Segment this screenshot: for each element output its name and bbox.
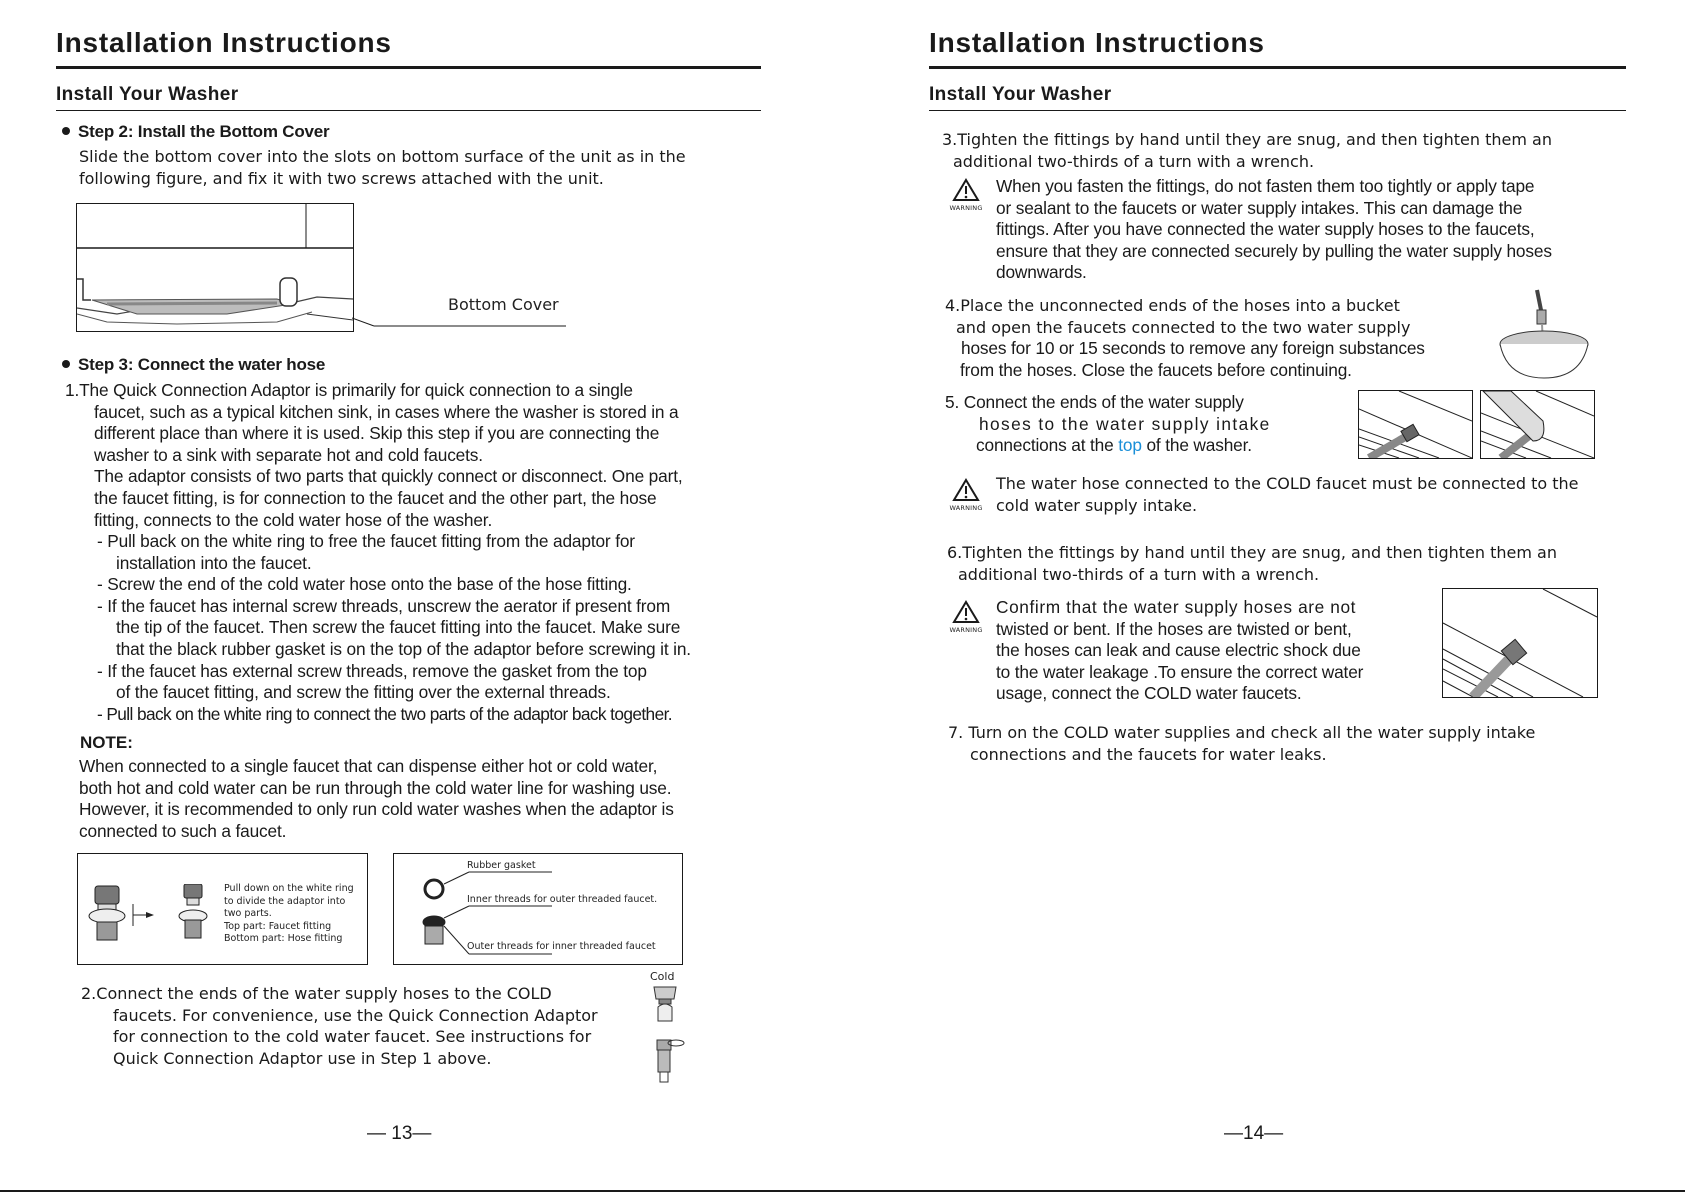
text-fragment: connections at the (976, 435, 1119, 456)
hose-illustration (1443, 589, 1597, 697)
outer-threads-label: Outer threads for inner threaded faucet (467, 941, 656, 952)
adaptor-instructions (224, 883, 354, 946)
warning3-text (996, 597, 1363, 705)
warning-icon (946, 178, 986, 212)
text-line: additional two-thirds of a turn with a wrench. (953, 151, 1315, 171)
text-line: or sealant to the faucets or water supply intakes. This can damage the (996, 197, 1523, 218)
subtitle-rule (929, 110, 1626, 111)
text-line: Top part: Faucet fitting (224, 920, 332, 932)
text-line: faucets. For convenience, use the Quick Connection Adaptor (113, 1005, 598, 1025)
text-line: to the water leakage .To ensure the correct water (996, 661, 1364, 682)
warning2-text (996, 473, 1579, 516)
page-title: Installation Instructions (929, 27, 1265, 58)
note-heading: NOTE: (80, 733, 133, 752)
step3-item2 (81, 983, 598, 1069)
step3-heading (62, 355, 325, 375)
item4 (945, 295, 1410, 338)
text-line: washer to a sink with separate hot and cold faucets. (94, 444, 483, 465)
page-14 (842, 0, 1685, 1192)
dash-item: - Pull back on the white ring to free the faucet fitting from the adaptor for (97, 531, 635, 551)
gasket-figure (393, 853, 683, 965)
text-line: 2.Connect the ends of the water supply hoses to the COLD (81, 984, 552, 1003)
hose-illustration (1359, 391, 1472, 458)
text-line: 4.Place the unconnected ends of the hoses into a bucket (945, 296, 1400, 315)
item7 (948, 722, 1535, 765)
text-line: connections and the faucets for water leaks. (970, 744, 1327, 764)
hose-connection-figure-1 (1358, 390, 1473, 459)
adaptor-parts-illustration (88, 884, 238, 948)
step2-body (79, 146, 686, 189)
text-fragment: of the washer. (1141, 435, 1252, 456)
text-line: 6.Tighten the fittings by hand until they are snug, and then tighten them an (947, 543, 1557, 562)
bucket-illustration (1497, 288, 1592, 383)
title-rule (929, 66, 1626, 69)
title-rule (56, 66, 761, 69)
step3-dash-list (97, 531, 691, 725)
text-line: 7. Turn on the COLD water supplies and check all the water supply intake (948, 723, 1536, 742)
text-line (945, 435, 1271, 457)
text-line: the faucet fitting, is for connection to the faucet and the other part, the hose (94, 487, 657, 508)
cold-label: Cold (650, 970, 675, 983)
text-line: The adaptor consists of two parts that quickly connect or disconnect. One part, (94, 466, 683, 487)
dash-item: - If the faucet has internal screw threads, unscrew the aerator if present from (97, 595, 671, 616)
text-line: both hot and cold water can be run through the cold water line for washing use. (79, 777, 672, 798)
washer-bottom-illustration (77, 204, 353, 331)
text-line: hoses to the water supply intake (979, 413, 1271, 434)
dash-item-cont: of the faucet fitting, and screw the fitting over the external threads. (116, 682, 611, 703)
text-line: Bottom part: Hose fitting (224, 933, 343, 944)
text-line: fitting, connects to the cold water hose of the washer. (94, 509, 493, 530)
text-line: following figure, and fix it with two screws attached with the unit. (79, 168, 604, 188)
text-line: different place than where it is used. Skip this step if you are connecting the (94, 423, 660, 444)
item4-cont (961, 338, 1425, 381)
text-line: Slide the bottom cover into the slots on bottom surface of the unit as in the (79, 147, 686, 166)
text-line: When connected to a single faucet that can dispense either hot or cold water, (79, 756, 658, 776)
dash-item: - Pull back on the white ring to connect the two parts of the adaptor back together. (97, 703, 672, 724)
item6 (947, 542, 1557, 585)
note-body (79, 756, 674, 842)
cold-faucet-icon (650, 985, 690, 1085)
text-line: The water hose connected to the COLD faucet must be connected to the (996, 474, 1579, 493)
page-title: Installation Instructions (56, 27, 392, 58)
bottom-cover-label: Bottom Cover (448, 295, 559, 314)
section-subtitle: Install Your Washer (929, 84, 1112, 105)
bottom-cover-figure (76, 203, 354, 332)
step3-item1 (65, 380, 683, 531)
step2-heading (62, 122, 329, 142)
text-line: usage, connect the COLD water faucets. (996, 683, 1302, 704)
text-line: Pull down on the white ring (224, 883, 354, 894)
section-subtitle: Install Your Washer (56, 84, 239, 105)
warning-icon (946, 600, 986, 634)
text-line: to divide the adaptor into (224, 895, 346, 907)
dash-item: - Screw the end of the cold water hose onto the base of the hose fitting. (97, 574, 632, 595)
warning-icon (946, 478, 986, 512)
inner-threads-label: Inner threads for outer threaded faucet. (467, 894, 658, 905)
dash-item-cont: the tip of the faucet. Then screw the faucet fitting into the faucet. Make sure (116, 617, 681, 638)
text-line: When you fasten the fittings, do not fasten them too tightly or apply tape (996, 176, 1535, 196)
bullet-icon (62, 360, 70, 368)
text-line: twisted or bent. If the hoses are twisted or bent, (996, 618, 1352, 639)
warning-label: WARNING (949, 204, 983, 212)
text-line: two parts. (224, 908, 272, 919)
text-line: additional two-thirds of a turn with a wrench. (958, 564, 1320, 584)
rubber-gasket-label: Rubber gasket (467, 860, 536, 871)
text-line: 1.The Quick Connection Adaptor is primarily for quick connection to a single (65, 380, 633, 400)
subtitle-rule (56, 110, 761, 111)
text-line: ensure that they are connected securely by pulling the water supply hoses (996, 240, 1552, 261)
text-line: 3.Tighten the fittings by hand until they are snug, and then tighten them an (942, 130, 1552, 149)
warning1-text (996, 176, 1552, 284)
dash-item: - If the faucet has external screw threads, remove the gasket from the top (97, 660, 647, 681)
warning-label: WARNING (949, 626, 983, 634)
step3-heading-text: Step 3: Connect the water hose (78, 355, 326, 374)
warning-label: WARNING (949, 504, 983, 512)
text-line: 5. Connect the ends of the water supply (945, 392, 1244, 412)
text-line: downwards. (996, 262, 1087, 283)
item3 (942, 129, 1552, 172)
text-line: faucet, such as a typical kitchen sink, in cases where the washer is stored in a (94, 401, 679, 422)
text-line: for connection to the cold water faucet. See instructions for (113, 1027, 592, 1047)
page-number: — 13— (367, 1123, 432, 1144)
text-line: hoses for 10 or 15 seconds to remove any foreign substances (961, 338, 1425, 358)
text-line: fittings. After you have connected the water supply hoses to the faucets, (996, 219, 1535, 240)
highlight-top: top (1118, 435, 1142, 456)
text-line: Confirm that the water supply hoses are not (996, 597, 1357, 617)
bullet-icon (62, 127, 70, 135)
page-13 (0, 0, 842, 1192)
step2-heading-text: Step 2: Install the Bottom Cover (78, 122, 330, 141)
hose-not-twisted-figure (1442, 588, 1598, 698)
text-line: the hoses can leak and cause electric shock due (996, 640, 1361, 661)
text-line: Quick Connection Adaptor use in Step 1 above. (113, 1048, 492, 1068)
page-number: —14— (1224, 1123, 1284, 1144)
text-line: However, it is recommended to only run cold water washes when the adaptor is (79, 799, 674, 820)
adaptor-figure (77, 853, 368, 965)
hose-connection-figure-2 (1480, 390, 1595, 459)
dash-item-cont: installation into the faucet. (116, 552, 312, 573)
text-line: cold water supply intake. (996, 495, 1198, 515)
dash-item-cont: that the black rubber gasket is on the top of the adaptor before screwing it in. (116, 638, 691, 659)
text-line: connected to such a faucet. (79, 820, 287, 841)
text-line: and open the faucets connected to the two water supply (956, 317, 1411, 337)
text-line: from the hoses. Close the faucets before continuing. (960, 359, 1352, 380)
wrench-hose-illustration (1481, 391, 1594, 458)
item5 (945, 392, 1271, 457)
